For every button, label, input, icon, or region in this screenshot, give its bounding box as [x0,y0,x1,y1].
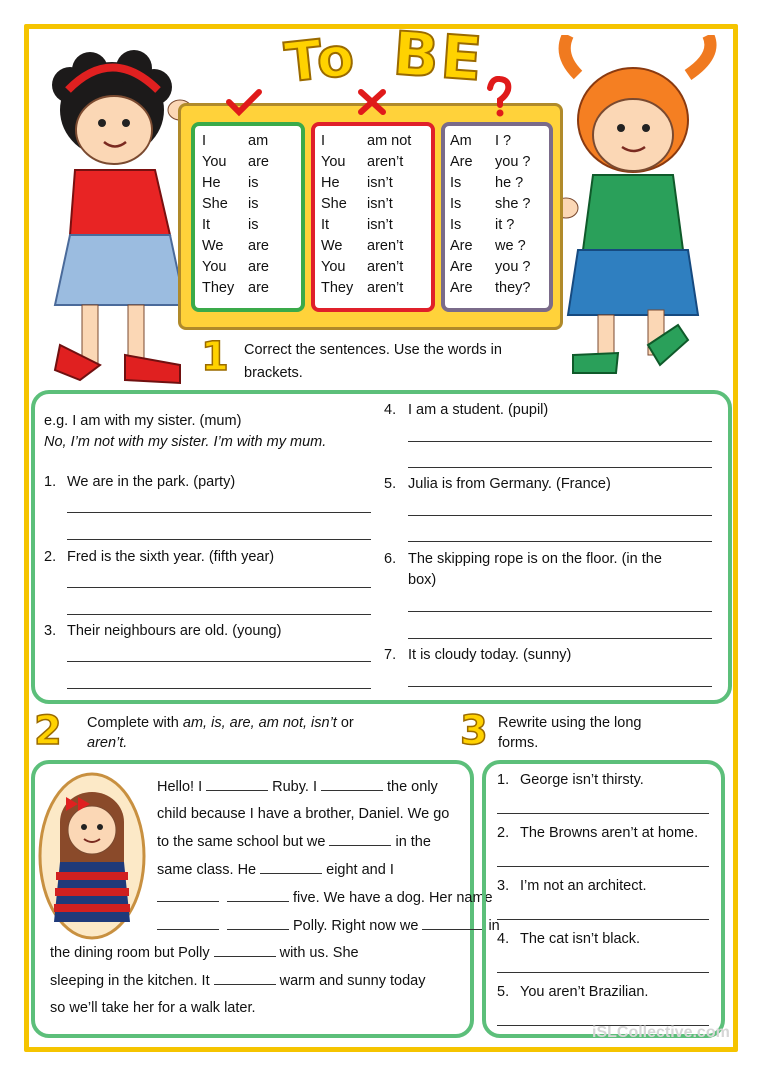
paragraph-text: to the same school but we [157,834,326,851]
ex1-item-4-number: 4. [384,402,397,418]
negative-verb-cell: aren’t [367,259,404,275]
paragraph-text: Polly. Right now we [293,917,419,934]
exercise-2-instruction-2: aren’t. [87,735,128,751]
ex1-item-3-number: 3. [44,623,57,639]
negative-verb-cell: isn’t [367,217,393,233]
question-pronoun-cell: you ? [495,154,531,170]
ex3-item-1-text: George isn’t thirsty. [520,772,644,788]
ex3-item-4-number: 4. [497,931,510,947]
exercise-3-instruction-2: forms. [498,735,539,751]
ex1-item-7-number: 7. [384,647,397,663]
paragraph-text: in [488,917,500,934]
exercise-2-number: 2 [34,708,62,754]
answer-line[interactable] [497,919,709,920]
fill-blank[interactable] [157,889,219,902]
affirmative-verb-cell: is [248,175,259,191]
ex1-item-6-number: 6. [384,551,397,567]
answer-line[interactable] [497,972,709,973]
negative-verb-cell: aren’t [367,154,404,170]
paragraph-text: sleeping in the kitchen. It [50,972,210,989]
paragraph-line [157,833,431,850]
negative-pronoun-cell: I [321,133,326,149]
affirmative-verb-cell: are [248,154,269,170]
paragraph-line [157,778,438,795]
answer-line[interactable] [497,866,709,867]
affirmative-pronoun-cell: He [202,175,221,191]
ex1-item-7-text: It is cloudy today. (sunny) [408,647,572,663]
exercise-1-instruction-1: Correct the sentences. Use the words in [244,342,502,358]
fill-blank[interactable] [157,917,219,930]
fill-blank[interactable] [214,972,276,985]
answer-line[interactable] [67,587,371,588]
paragraph-text: the dining room but Polly [50,945,210,962]
affirmative-pronoun-cell: She [202,196,228,212]
paragraph-line [157,917,500,934]
ex3-item-1-number: 1. [497,772,510,788]
question-pronoun-cell: he ? [495,175,524,191]
exercise-3-instruction-1: Rewrite using the long [498,715,642,731]
question-pronoun-cell: you ? [495,259,531,275]
exercise-3-number: 3 [460,708,488,754]
fill-blank[interactable] [206,778,268,791]
ex1-item-4-text: I am a student. (pupil) [408,402,549,418]
question-pronoun-cell: I ? [495,133,512,149]
affirmative-verb-cell: am [248,133,269,149]
answer-line[interactable] [408,515,712,516]
paragraph-line [50,972,426,989]
ex1-item-6-text: The skipping rope is on the floor. (in the [408,551,662,567]
title-word-to: To [281,24,359,95]
ex3-item-2-text: The Browns aren’t at home. [520,825,699,841]
ex1-item-5-number: 5. [384,476,397,492]
affirmative-verb-cell: are [248,259,269,275]
question-verb-cell: Are [450,238,473,254]
answer-line[interactable] [67,661,371,662]
paragraph-line [157,861,394,878]
answer-line[interactable] [408,541,712,542]
paragraph-line [157,889,493,906]
negative-verb-cell: isn’t [367,175,393,191]
ex3-item-4-text: The cat isn’t black. [520,931,641,947]
fill-blank[interactable] [214,944,276,957]
question-verb-cell: Is [450,175,462,191]
answer-line[interactable] [408,638,712,639]
fill-blank[interactable] [260,861,322,874]
question-verb-cell: Are [450,154,473,170]
paragraph-line [50,1000,256,1016]
answer-line[interactable] [408,686,712,687]
negative-pronoun-cell: He [321,175,340,191]
exercise-1-instruction-2: brackets. [244,365,303,381]
exercise-2-instruction: Complete with am, is, are, am not, isn’t or [87,715,354,731]
answer-line[interactable] [67,512,371,513]
question-verb-cell: Am [450,133,472,149]
ex1-item-1-number: 1. [44,474,57,490]
question-pronoun-cell: they? [495,280,531,296]
question-verb-cell: Are [450,280,473,296]
affirmative-verb-cell: is [248,196,259,212]
example-answer: No, I’m not with my sister. I’m with my mum. [44,434,327,450]
answer-line[interactable] [408,441,712,442]
affirmative-pronoun-cell: It [202,217,211,233]
affirmative-verb-cell: are [248,280,269,296]
paragraph-text: with us. She [279,945,359,962]
answer-line[interactable] [67,614,371,615]
negative-pronoun-cell: You [321,259,346,275]
example-question: e.g. I am with my sister. (mum) [44,413,242,429]
affirmative-verb-cell: is [248,217,259,233]
answer-line[interactable] [497,813,709,814]
paragraph-text: five. We have a dog. Her name [293,889,493,906]
ex3-item-3-number: 3. [497,878,510,894]
ex1-item-3-text: Their neighbours are old. (young) [67,623,282,639]
ex3-item-5-number: 5. [497,984,510,1000]
affirmative-pronoun-cell: You [202,154,227,170]
question-mark-icon [484,76,514,118]
negative-pronoun-cell: It [321,217,330,233]
title-word-be: BE [390,18,487,96]
question-pronoun-cell: it ? [495,217,515,233]
answer-line[interactable] [67,688,371,689]
negative-verb-cell: aren’t [367,280,404,296]
check-icon [224,88,264,118]
affirmative-pronoun-cell: You [202,259,227,275]
question-pronoun-cell: we ? [495,238,526,254]
affirmative-pronoun-cell: I [202,133,207,149]
ex3-item-5-text: You aren’t Brazilian. [520,984,649,1000]
paragraph-text: same class. He [157,862,257,879]
fill-blank[interactable] [422,917,484,930]
fill-blank[interactable] [321,778,383,791]
paragraph-text: so we’ll take her for a walk later. [50,999,256,1016]
question-pronoun-cell: she ? [495,196,531,212]
affirmative-pronoun-cell: We [202,238,224,254]
affirmative-pronoun-cell: They [202,280,235,296]
fill-blank[interactable] [227,889,289,902]
negative-pronoun-cell: We [321,238,343,254]
girl-right-illustration [548,35,728,380]
ex3-item-3-text: I’m not an architect. [520,878,647,894]
paragraph-text: in the [395,834,431,851]
question-verb-cell: Are [450,259,473,275]
negative-pronoun-cell: You [321,154,346,170]
paragraph-line [157,806,449,822]
affirmative-verb-cell: are [248,238,269,254]
ex1-item-2-number: 2. [44,549,57,565]
question-verb-cell: Is [450,217,462,233]
paragraph-text: eight and I [326,862,394,879]
exercise-1-number: 1 [201,334,229,380]
answer-line[interactable] [408,467,712,468]
paragraph-text: Hello! I [157,779,203,795]
ex1-item-6-text-cont: box) [408,572,437,588]
watermark: iSLCollective.com [592,1024,730,1041]
ex3-item-2-number: 2. [497,825,510,841]
ex1-item-2-text: Fred is the sixth year. (fifth year) [67,549,275,565]
answer-line[interactable] [67,539,371,540]
ex1-item-5-text: Julia is from Germany. (France) [408,476,611,492]
negative-pronoun-cell: She [321,196,347,212]
girl-left-illustration [30,35,195,390]
fill-blank[interactable] [329,833,391,846]
negative-verb-cell: aren’t [367,238,404,254]
cross-icon [355,86,389,118]
girl-ruby-portrait [38,772,146,940]
question-verb-cell: Is [450,196,462,212]
ex1-item-1-text: We are in the park. (party) [67,474,236,490]
paragraph-text: the only [387,779,438,795]
negative-verb-cell: isn’t [367,196,393,212]
fill-blank[interactable] [227,917,289,930]
answer-line[interactable] [408,611,712,612]
negative-pronoun-cell: They [321,280,354,296]
paragraph-line [50,944,359,961]
paragraph-text: Ruby. I [272,779,317,795]
negative-verb-cell: am not [367,133,412,149]
paragraph-text: warm and sunny today [279,972,426,989]
paragraph-text: child because I have a brother, Daniel. We go [157,805,450,822]
